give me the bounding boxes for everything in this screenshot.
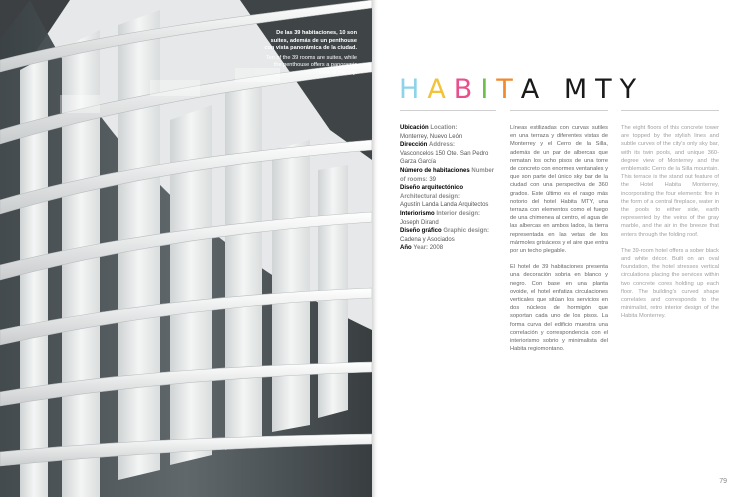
building-photo bbox=[0, 0, 372, 497]
spec-label-es: Ubicación bbox=[400, 125, 429, 131]
spec-item bbox=[400, 124, 496, 141]
spec-label-en: Interior design: bbox=[436, 210, 481, 217]
title-letter: Y bbox=[619, 74, 645, 105]
title-letter: H bbox=[399, 74, 428, 105]
title-rule-3 bbox=[621, 110, 719, 111]
spec-label-en: Address: bbox=[429, 142, 456, 149]
spec-item bbox=[400, 244, 496, 253]
spec-label-en: Architectural design: bbox=[400, 193, 461, 200]
english-paragraph: The eight floors of this concrete tower are topped by the stylish lines and subtle curves of the city's only sky bar, with its twin pools, and unique 360-degree view of Monterrey and the emblematic Cerro de la Silla mountain. This terrace is the stand out feature of the Hotel Habita Monterrey, incorporating the four elements: fire in the form of a central fireplace, water in the pools to either side, earth represented by the veins of the gray marble, and the air in the breeze that enters through the folding roof. bbox=[621, 125, 719, 238]
spec-label-en: Graphic design: bbox=[443, 228, 490, 235]
spec-label-es: Interiorismo bbox=[400, 210, 435, 217]
title-letter: M bbox=[563, 74, 596, 105]
caption-spanish: De las 39 habitaciones, 10 son suites, además de un penthouse con vista panorámica de la ciudad. bbox=[264, 30, 357, 52]
spec-item bbox=[400, 210, 496, 227]
title-letter: T bbox=[496, 74, 521, 105]
article-title bbox=[399, 74, 644, 105]
spec-label-es: Año bbox=[400, 245, 412, 252]
spec-label-es: Dirección bbox=[400, 142, 428, 149]
spec-label-en: Location: bbox=[430, 125, 458, 131]
title-letter bbox=[547, 74, 564, 105]
english-paragraph: The 39-room hotel offers a sober black and white décor. Built on an oval foundation, the hotel stresses vertical circulations placing the services within two concrete cores holding up each floor. The building's curved shape correlates and corresponds to the minimalist, retro interior design of the Habita Monterrey. bbox=[621, 247, 719, 320]
title-letter: A bbox=[427, 74, 454, 105]
spanish-paragraph: Líneas estilizadas con curvas sutiles en una terraza y diferentes vistas de Monterrey y el Cerro de la Silla, además de un par de albercas que rematan los ocho pisos de una torre de concreto con enormes ventanales y que son parte del único sky bar de la ciudad con una perspectiva de 360 grados. Este último es el rasgo más notorio del hotel Habita MTY, una terraza con elementos como el fuego de una chimenea al centro, el agua de las albercas en ambos lados, la tierra representada en las vetas de los mármoles grisáceos y el aire que entra por un techo plegable. bbox=[510, 125, 608, 255]
spec-value: Cadena y Asociados bbox=[400, 236, 455, 243]
spec-value: 2008 bbox=[429, 245, 444, 252]
spanish-text-column bbox=[510, 124, 608, 361]
title-letter: I bbox=[480, 74, 497, 105]
spec-label-en: Year: bbox=[413, 245, 429, 252]
title-letter: A bbox=[520, 74, 548, 105]
spec-label-es: Diseño gráfico bbox=[400, 228, 442, 235]
spec-item bbox=[400, 167, 496, 184]
spec-value: Joseph Dirand bbox=[400, 219, 439, 226]
specs-column bbox=[400, 124, 496, 253]
page-number: 79 bbox=[719, 478, 727, 485]
page-gutter bbox=[372, 0, 378, 497]
spec-value: Vasconcelos 150 Ote. San Pedro Garza García bbox=[400, 150, 489, 166]
spec-label-es: Número de habitaciones bbox=[400, 167, 470, 174]
spec-item bbox=[400, 184, 496, 210]
spanish-paragraph: El hotel de 39 habitaciones presenta una decoración sobria en blanco y negro. Con base en una planta ovoide, el hotel enfatiza circulaciones verticales que sitúan los servicios en dos núcleos de hormigón que soportan cada uno de los pisos. La forma curva del edificio muestra una correlación y correspondencia con el interiorismo sobrio y minimalista del Habita regiomontano. bbox=[510, 264, 608, 353]
spec-item bbox=[400, 227, 496, 244]
spec-label-es: Diseño arquitectónico bbox=[400, 185, 464, 192]
caption-english: Ten of the 39 rooms are suites, while the penthouse offers a panoramic view of the city. bbox=[265, 54, 357, 76]
english-text-column bbox=[621, 124, 719, 329]
spec-label-en: Number of rooms: bbox=[400, 167, 495, 183]
spec-value: Agustín Landa Landa Arquitectos bbox=[400, 202, 489, 209]
spec-value: 39 bbox=[429, 176, 437, 183]
photo-caption bbox=[262, 30, 357, 77]
spec-item bbox=[400, 141, 496, 167]
title-rule-1 bbox=[400, 110, 496, 111]
title-letter: B bbox=[453, 74, 481, 105]
title-rule-2 bbox=[510, 110, 608, 111]
title-letter: T bbox=[595, 74, 620, 105]
spec-value: Monterrey, Nuevo León bbox=[400, 133, 463, 140]
